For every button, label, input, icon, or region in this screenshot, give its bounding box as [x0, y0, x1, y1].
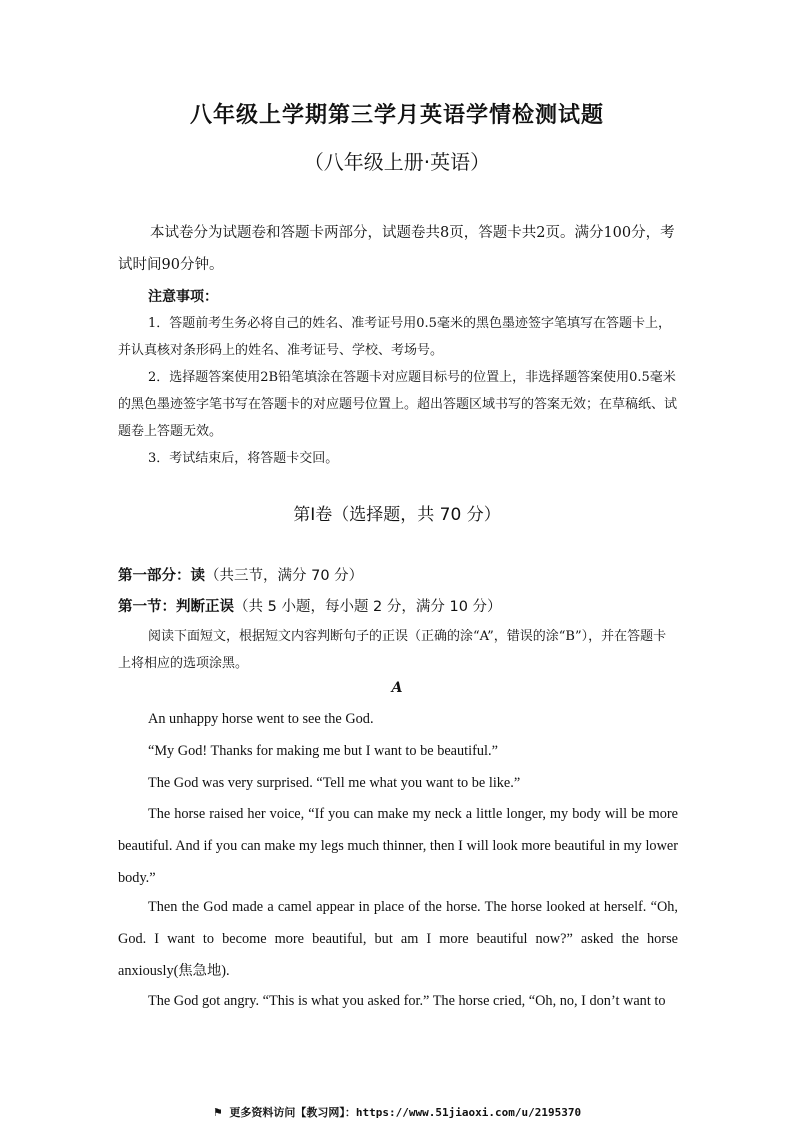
- passage-label: A: [391, 680, 403, 696]
- exam-intro: 本试卷分为试题卷和答题卡两部分，试题卷共8页，答题卡共2页。满分100分，考试时间90分钟。: [118, 225, 675, 273]
- passage-paragraph: Then the God made a camel appear in place of the horse. The horse looked at herself. “Oh, God. I want to become more beautiful, but am I more beautiful now?” asked the horse anxiously(焦急地).: [118, 899, 678, 979]
- note-item: 2．选择题答案使用2B铅笔填涂在答题卡对应题目标号的位置上，非选择题答案使用0.5毫米的黑色墨迹签字笔书写在答题卡的对应题号位置上。超出答题区域书写的答案无效；在草稿纸、试题卷上答题无效。: [118, 370, 678, 439]
- passage-paragraph: An unhappy horse went to see the God.: [148, 711, 374, 727]
- passage-paragraph: The horse raised her voice, “If you can make my neck a little longer, my body will be more beautiful. And if you can make my legs much thinner, then I will look more beautiful in my lower body.”: [118, 806, 678, 886]
- section-label: 第一节：判断正误: [118, 599, 234, 615]
- notes-title: 注意事项：: [148, 289, 218, 305]
- section-title: 第Ⅰ卷（选择题，共 70 分）: [293, 505, 501, 525]
- flag-icon: ⚑: [212, 1106, 223, 1119]
- passage-paragraph: “My God! Thanks for making me but I want to be beautiful.”: [148, 743, 498, 759]
- part-heading: [118, 564, 363, 585]
- note-item: 1．答题前考生务必将自己的姓名、准考证号用0.5毫米的黑色墨迹签字笔填写在答题卡上，并认真核对条形码上的姓名、准考证号、学校、考场号。: [118, 316, 671, 358]
- part-detail: （共三节，满分 70 分）: [205, 568, 364, 584]
- page-subtitle: （八年级上册·英语）: [303, 150, 491, 174]
- footer-prefix: 更多资料访问【教习网】：: [229, 1106, 356, 1119]
- part-label: 第一部分：读: [118, 568, 205, 584]
- section-detail: （共 5 小题，每小题 2 分，满分 10 分）: [234, 599, 502, 615]
- passage-paragraph: The God got angry. “This is what you asked for.” The horse cried, “Oh, no, I don’t want to: [148, 993, 666, 1009]
- instruction-text: 阅读下面短文，根据短文内容判断句子的正误（正确的涂“A”，错误的涂“B”），并在答题卡上将相应的选项涂黑。: [118, 629, 667, 671]
- footer: [0, 1104, 794, 1120]
- note-item: 3．考试结束后，将答题卡交回。: [148, 451, 339, 466]
- page-title: 八年级上学期第三学月英语学情检测试题: [189, 103, 604, 128]
- section-heading: [118, 595, 502, 616]
- passage-paragraph: The God was very surprised. “Tell me what you want to be like.”: [148, 775, 521, 791]
- footer-link[interactable]: https://www.51jiaoxi.com/u/2195370: [355, 1106, 582, 1119]
